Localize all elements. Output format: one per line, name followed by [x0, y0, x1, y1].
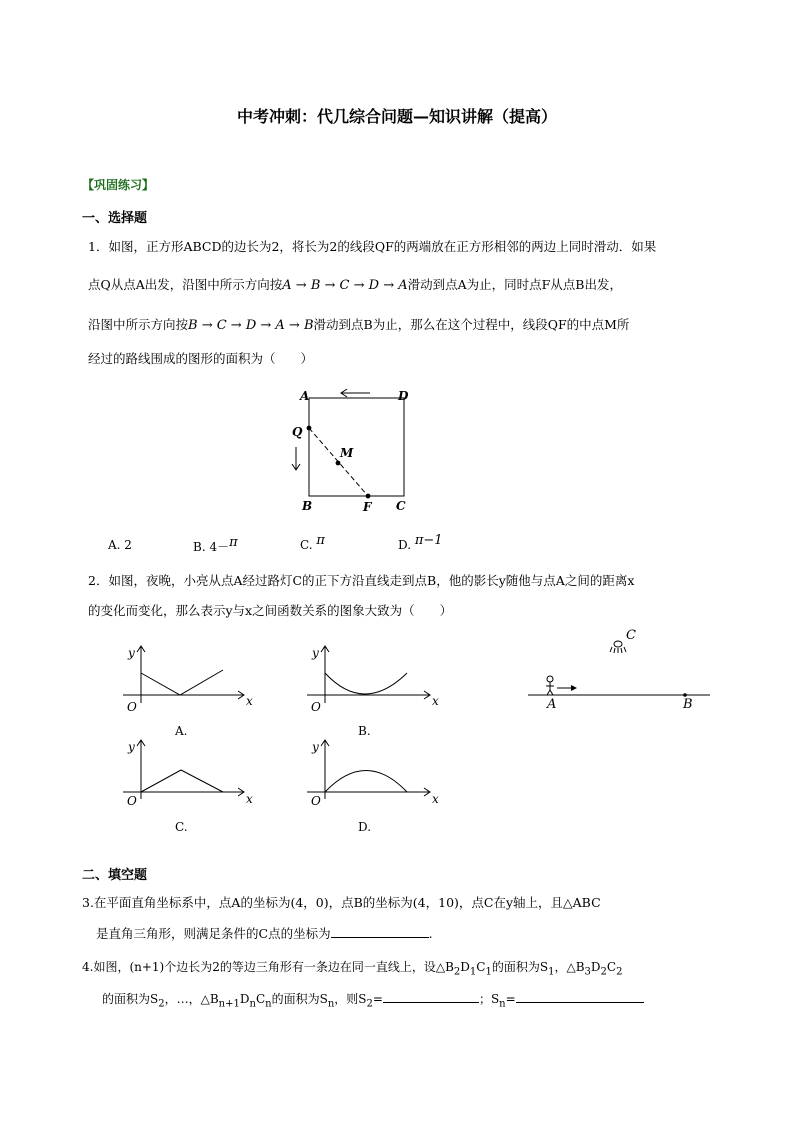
label-b: B: [302, 499, 313, 513]
q2-graph-d: [302, 737, 442, 809]
q2-graph-b: [302, 643, 442, 715]
label-f: F: [363, 500, 372, 513]
q1-path-q: A → B → C → D → A: [282, 278, 408, 293]
section-tag: 【巩固练习】: [82, 178, 155, 192]
q1-option-d: D. π−1: [398, 533, 443, 552]
q2-caption-c: C.: [175, 820, 188, 834]
q1-option-b: B. 4－π: [193, 535, 238, 554]
q2-line2: 的变化而变化，那么表示y与x之间函数关系的图象大致为（ ）: [88, 603, 453, 618]
svg-text:y: y: [128, 740, 135, 754]
label-d: D: [398, 389, 409, 403]
svg-text:O: O: [311, 700, 321, 714]
q2-street-scene: [522, 622, 716, 712]
svg-text:O: O: [127, 700, 137, 714]
label-m: M: [340, 446, 354, 460]
label-c: C: [396, 499, 406, 513]
page-title: 中考冲刺：代几综合问题—知识讲解（提高）: [236, 107, 557, 126]
graph-c-curve: [141, 770, 223, 792]
graph-a-curve: [141, 670, 223, 695]
q2-graph-c: [118, 737, 258, 809]
label-a: A: [300, 389, 310, 403]
q2-caption-d: D.: [358, 820, 372, 834]
q3-answer-blank[interactable]: [331, 925, 429, 938]
svg-text:x: x: [432, 792, 439, 806]
q4-s2-answer-blank[interactable]: [383, 990, 479, 1003]
q1-line2: 点Q从点A出发，沿图中所示方向按A → B → C → D → A滑动到点A为止，同时点F从点B出发，: [88, 277, 622, 293]
q2-caption-b: B.: [358, 724, 371, 738]
graph-b-curve: [325, 673, 407, 694]
svg-text:y: y: [312, 646, 319, 660]
q1-path-f: B → C → D → A → B: [188, 318, 314, 333]
q2-line1: 2．如图，夜晚，小亮从点A经过路灯C的正下方沿直线走到点B，他的影长y随他与点A之间的距离x: [88, 573, 635, 588]
q2-graph-a: [118, 643, 258, 715]
q1-line4: 经过的路线围成的图形的面积为（ ）: [88, 351, 314, 366]
section-fill-heading: 二、填空题: [82, 868, 148, 883]
section-choice-heading: 一、选择题: [82, 211, 148, 226]
q1-option-c: C. π: [300, 533, 325, 552]
label-scene-b: B: [683, 697, 693, 712]
svg-text:y: y: [128, 646, 135, 660]
square-abcd: [309, 398, 404, 496]
q1-line1: 1．如图，正方形ABCD的边长为2，将长为2的线段QF的两端放在正方形相邻的两边上同时滑动．如果: [88, 239, 657, 254]
label-q: Q: [292, 425, 303, 439]
svg-text:O: O: [127, 794, 137, 808]
lamp-icon: [610, 641, 626, 653]
point-f: [366, 494, 371, 499]
svg-text:x: x: [432, 694, 439, 708]
point-m: [336, 461, 341, 466]
q3-line1: 3.在平面直角坐标系中，点A的坐标为(4，0)，点B的坐标为(4，10)，点C在y轴上，且△ABC: [82, 895, 601, 910]
svg-text:y: y: [312, 740, 319, 754]
q4-line1: 4.如图，(n+1)个边长为2的等边三角形有一条边在同一直线上，设$\triangle B_2D_1C_1$的面积为$S_1$，$\triangle B_3D_2C_2$: [82, 960, 623, 978]
svg-text:O: O: [311, 794, 321, 808]
graph-d-curve: [325, 771, 407, 793]
q4-line2: 的面积为$S_2$，…，$\triangle B_{n+1}D_nC_n$的面积为$S_n$，则$S_2=$ ；$S_n=$: [102, 990, 644, 1013]
q1-option-a: A. 2: [108, 538, 132, 552]
q1-square-figure: [282, 383, 422, 513]
q4-sn-answer-blank[interactable]: [516, 990, 644, 1003]
svg-text:x: x: [246, 792, 253, 806]
point-q: [307, 426, 312, 431]
q2-caption-a: A.: [175, 724, 188, 738]
label-lamp-c: C: [626, 628, 636, 643]
q3-line2: 是直角三角形，则满足条件的C点的坐标为 .: [96, 926, 433, 941]
person-icon: [546, 676, 554, 695]
q1-line3: 沿图中所示方向按B → C → D → A → B滑动到点B为止，那么在这个过程中，线段QF的中点M所: [88, 317, 630, 333]
label-scene-a: A: [547, 697, 557, 712]
svg-text:x: x: [246, 694, 253, 708]
